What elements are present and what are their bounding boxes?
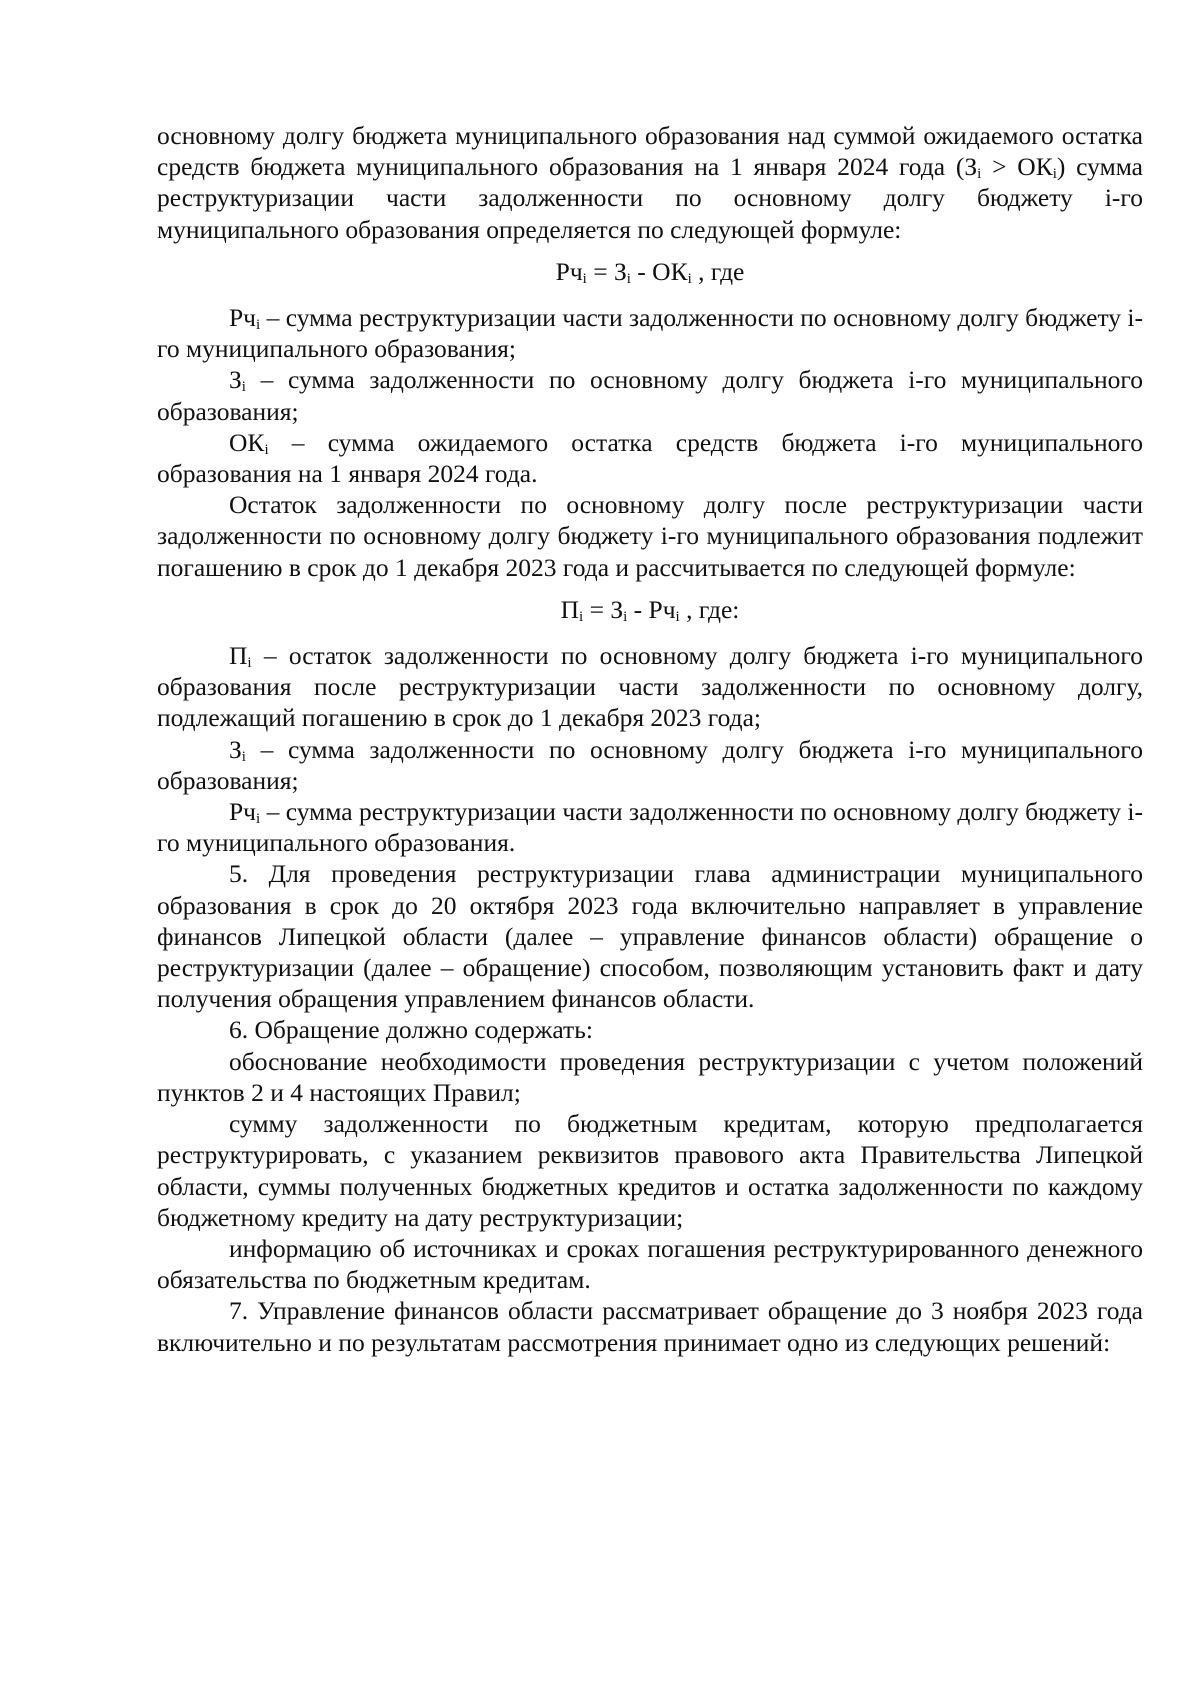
formula-restructuring-amount: $Рч_i = З_i - ОК_i$ , где (555, 256, 745, 287)
paragraph-item-6: 6. Обращение должно содержать: (229, 1015, 593, 1045)
paragraph-remaining-debt: Остаток задолженности по основному долгу после реструктуризации части задолженности по основному долгу бюджету i-го муниципального образования подлежит погашению в срок до 1 декабря 2023 года и рассчитывается по следующей формуле: (157, 490, 1143, 582)
item-6-entry-repayment-sources: информацию об источниках и сроках погашения реструктурированного денежного обязательства по бюджетным кредитам. (157, 1233, 1143, 1295)
paragraph-item-7: 7. Управление финансов области рассматривает обращение до 3 ноября 2023 года включительно и по результатам рассмотрения принимает одно из следующих решений: (157, 1296, 1143, 1357)
definition-p: $П_i$ – остаток задолженности по основному долгу бюджета i-го муниципального образования после реструктуризации части задолженности по основному долгу, подлежащий погашению в срок до 1 декабря 2023 года; (157, 641, 1143, 733)
definition-rch-2: $Рч_i$ – сумма реструктуризации части задолженности по основному долгу бюджету i-го муниципального образования. (157, 797, 1143, 858)
definition-z-2: $З_i$ – сумма задолженности по основному долгу бюджета i-го муниципального образования; (157, 734, 1143, 795)
document-page (157, 120, 1143, 1358)
paragraph-intro: основному долгу бюджета муниципального образования над суммой ожидаемого остатка средств бюджета муниципального образования на 1 января 2024 года $(З_i > ОК_i)$ сумма реструктуризации части задолженности по основному долгу бюджету i-го муниципального образования определяется по следующей формуле: (157, 121, 1143, 244)
definition-z: $З_i$ – сумма задолженности по основному долгу бюджета i-го муниципального образования; (157, 365, 1143, 426)
paragraph-item-5: 5. Для проведения реструктуризации глава администрации муниципального образования в срок до 20 октября 2023 года включительно направляет в управление финансов Липецкой области (далее – управление финансов области) обращение о реструктуризации (далее – обращение) способом, позволяющим установить факт и дату получения обращения управлением финансов области. (157, 859, 1143, 1014)
definition-rch: $Рч_i$ – сумма реструктуризации части задолженности по основному долгу бюджету i-го муниципального образования; (157, 303, 1143, 364)
definition-ok: $ОК_i$ – сумма ожидаемого остатка средств бюджета i-го муниципального образования на 1 января 2024 года. (157, 427, 1143, 489)
formula-remaining-debt: $П_i = З_i - Рч_i$ , где: (560, 594, 740, 625)
item-6-entry-debt-amount: сумму задолженности по бюджетным кредитам, которую предполагается реструктурировать, с указанием реквизитов правового акта Правительства Липецкой области, суммы полученных бюджетных кредитов и остатка задолженности по каждому бюджетному кредиту на дату реструктуризации; (157, 1109, 1143, 1232)
item-6-entry-justification: обоснование необходимости проведения реструктуризации с учетом положений пунктов 2 и 4 настоящих Правил; (157, 1046, 1143, 1107)
